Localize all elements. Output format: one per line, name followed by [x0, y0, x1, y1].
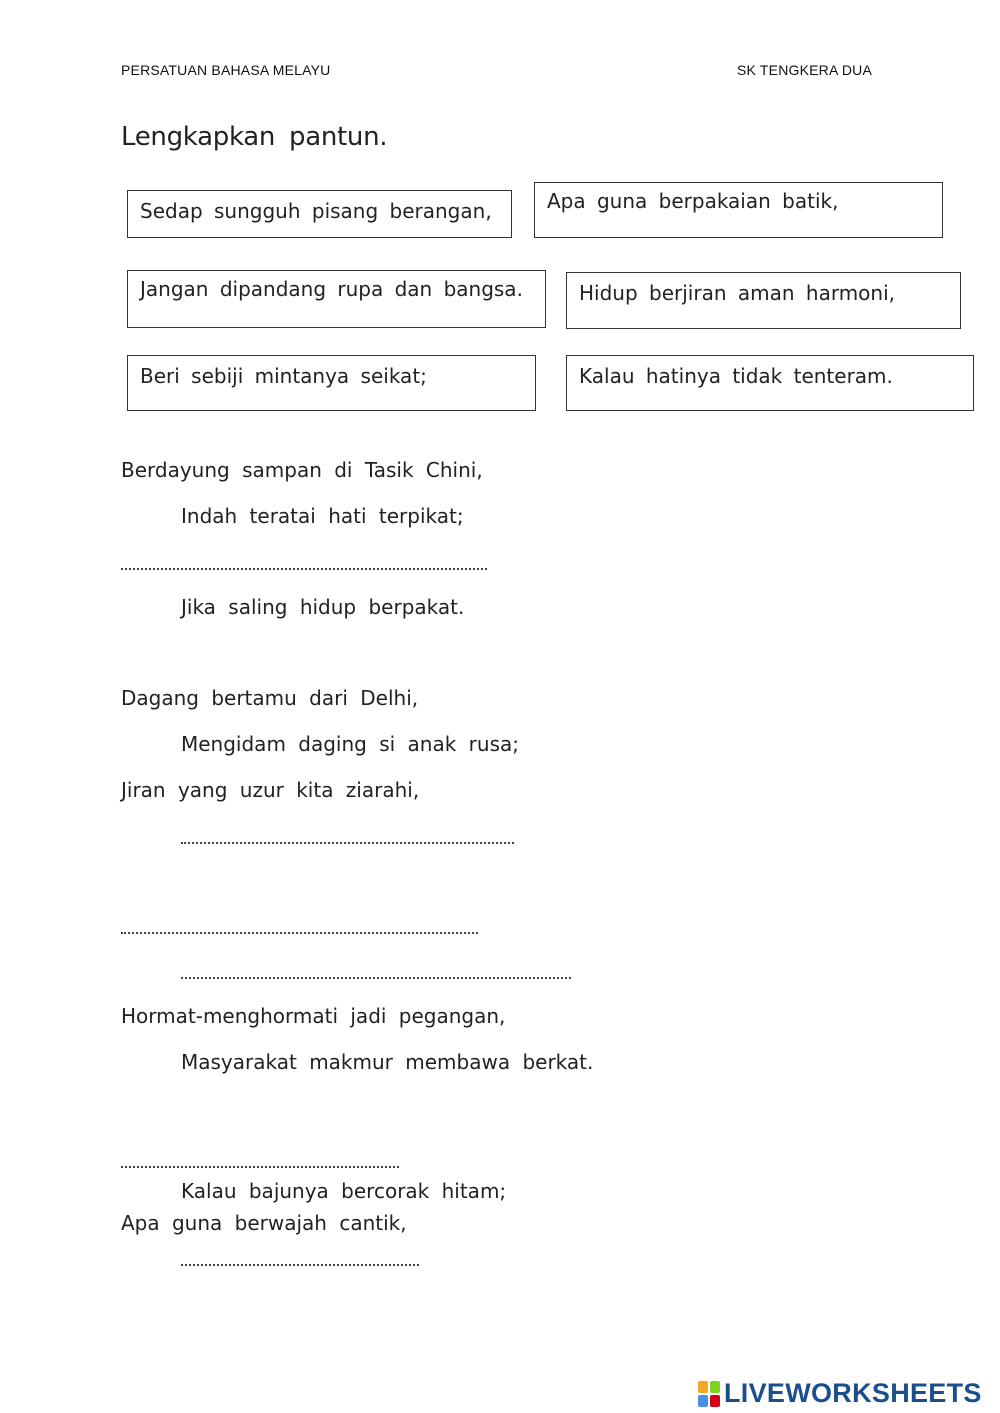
pantun-1-line-1: Berdayung sampan di Tasik Chini,: [121, 458, 483, 482]
blank-line-1[interactable]: [121, 568, 487, 570]
pantun-2-line-3: Jiran yang uzur kita ziarahi,: [121, 778, 420, 802]
answer-box-2[interactable]: Apa guna berpakaian batik,: [534, 182, 943, 238]
instruction-title: Lengkapkan pantun.: [121, 122, 388, 152]
liveworksheets-logo: [698, 1378, 982, 1409]
blank-line-3[interactable]: [121, 932, 478, 934]
answer-box-4[interactable]: Hidup berjiran aman harmoni,: [566, 272, 961, 329]
pantun-3-line-4: Masyarakat makmur membawa berkat.: [181, 1050, 594, 1074]
logo-square-1: [698, 1381, 708, 1393]
blank-line-2[interactable]: [181, 842, 514, 844]
pantun-1-line-4: Jika saling hidup berpakat.: [181, 595, 465, 619]
answer-box-1[interactable]: Sedap sungguh pisang berangan,: [127, 190, 512, 238]
blank-line-6[interactable]: [181, 1264, 419, 1266]
blank-line-5[interactable]: [121, 1166, 399, 1168]
header-left: PERSATUAN BAHASA MELAYU: [121, 62, 331, 78]
answer-box-3[interactable]: Jangan dipandang rupa dan bangsa.: [127, 270, 546, 328]
pantun-3-line-3: Hormat-menghormati jadi pegangan,: [121, 1004, 506, 1028]
header-right: SK TENGKERA DUA: [737, 62, 873, 78]
blank-line-4[interactable]: [181, 977, 571, 979]
pantun-1-line-2: Indah teratai hati terpikat;: [181, 504, 464, 528]
pantun-4-line-2: Kalau bajunya bercorak hitam;: [181, 1179, 507, 1203]
pantun-2-line-2: Mengidam daging si anak rusa;: [181, 732, 519, 756]
logo-square-3: [698, 1395, 708, 1407]
pantun-4-line-3: Apa guna berwajah cantik,: [121, 1211, 407, 1235]
pantun-2-line-1: Dagang bertamu dari Delhi,: [121, 686, 419, 710]
answer-box-5[interactable]: Beri sebiji mintanya seikat;: [127, 355, 536, 411]
liveworksheets-brand: LIVEWORKSHEETS: [724, 1378, 982, 1408]
answer-box-6[interactable]: Kalau hatinya tidak tenteram.: [566, 355, 974, 411]
logo-square-4: [710, 1395, 720, 1407]
logo-square-2: [710, 1381, 720, 1393]
liveworksheets-mark-icon: [698, 1381, 720, 1407]
